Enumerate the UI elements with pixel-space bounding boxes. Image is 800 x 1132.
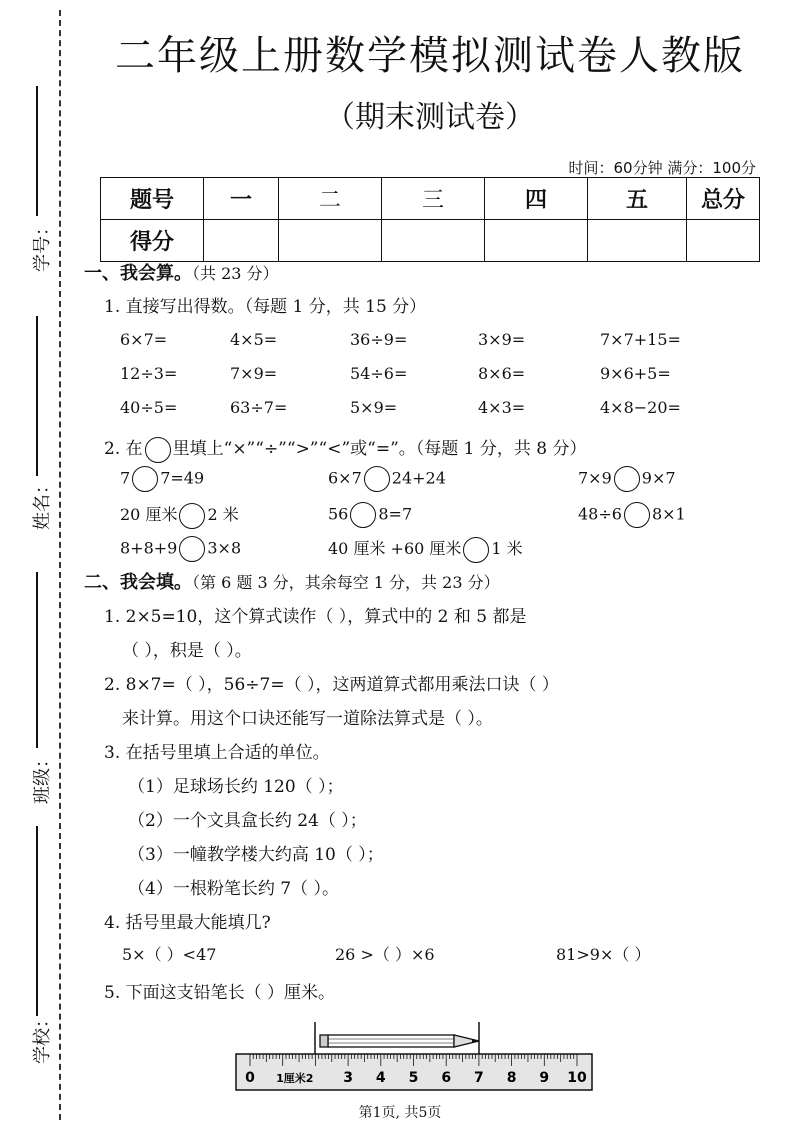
section2-title: 二、我会填。 [84,572,192,593]
compare-right: 2 米 [207,505,239,524]
calc-item: 40÷5= [120,398,178,417]
s2-q3-item: （2）一个文具盒长约 24（ ）； [128,811,367,831]
s2-q3-label: 3. 在括号里填上合适的单位。 [104,743,330,763]
calc-item: 8×6= [478,364,526,383]
compare-left: 8+8+9 [120,538,178,558]
ruler-label: 5 [408,1070,419,1086]
ruler-label: 1厘米2 [276,1072,314,1085]
calc-item: 4×3= [478,398,526,417]
compare-left: 20 厘米 [120,505,178,524]
ruler-label: 6 [441,1070,452,1086]
compare-right: 8=7 [378,504,413,524]
compare-right: 3×8 [207,538,242,558]
section1-heading [84,259,279,285]
section2-points: （第 6 题 3 分，其余每空 1 分，共 23 分） [192,573,500,592]
compare-left: 7×9 [578,468,612,488]
binding-dashed-line [59,10,61,1120]
exam-meta: 时间：60分钟 满分：100分 [568,159,756,177]
score-table-header-row [101,178,760,220]
s2-q1-line2: （ ），积是（ ）。 [122,641,252,661]
score-table [100,177,760,262]
s1-q1-label: 1. 直接写出得数。（每题 1 分，共 15 分） [104,297,427,317]
score-cell[interactable] [204,220,279,262]
s1-q2-label [104,434,587,463]
page-subtitle: （期末测试卷） [325,100,535,135]
page-title: 二年级上册数学模拟测试卷人教版 [115,33,745,79]
calc-item: 4×8−20= [600,398,681,417]
ruler-label: 7 [474,1070,484,1086]
score-col-total: 总分 [687,178,760,220]
pencil-ruler-figure [230,1018,600,1094]
compare-item [120,536,241,562]
name-label: 姓名： [32,476,53,530]
ruler-label: 4 [375,1070,386,1086]
name-line [36,316,38,476]
score-cell[interactable] [279,220,382,262]
s2-q1-line1: 1. 2×5=10，这个算式读作（ ），算式中的 2 和 5 都是 [104,607,527,627]
section1-points: （共 23 分） [192,264,279,283]
compare-right: 7=49 [160,468,205,488]
score-col-label: 题号 [101,178,204,220]
score-col-1: 一 [204,178,279,220]
s1-q2-label-pre: 2. 在 [104,439,143,459]
score-cell[interactable] [588,220,687,262]
school-label: 学校： [32,1010,53,1064]
calc-item: 36÷9= [350,330,408,349]
compare-left: 7 [120,468,131,488]
score-col-2: 二 [279,178,382,220]
compare-left: 56 [328,504,349,524]
s1-q2-label-post: 里填上“×”“÷”“>”“<”或“=”。（每题 1 分，共 8 分） [172,439,587,459]
score-col-4: 四 [485,178,588,220]
calc-item: 7×7+15= [600,330,681,349]
score-cell[interactable] [382,220,485,262]
s2-q3-item: （1）足球场长约 120（ ）； [128,777,344,797]
ruler-label: 10 [567,1070,587,1086]
calc-item: 9×6+5= [600,364,671,383]
ruler-label: 9 [539,1070,550,1086]
s2-q3-item: （3）一幢教学楼大约高 10（ ）； [128,845,384,865]
compare-left: 40 厘米 +60 厘米 [328,539,462,558]
ruler-label: 3 [343,1070,353,1086]
s2-q3-item: （4）一根粉笔长约 7（ ）。 [128,879,339,899]
section1-title: 一、我会算。 [84,263,192,284]
calc-item: 6×7= [120,330,168,349]
compare-item [328,466,446,492]
compare-right: 9×7 [641,468,676,488]
class-label: 班级： [32,750,53,804]
calc-item: 3×9= [478,330,526,349]
s2-q4-label: 4. 括号里最大能填几? [104,913,271,933]
compare-right: 8×1 [651,504,686,524]
ruler-label: 0 [245,1070,255,1086]
score-row-label: 得分 [101,220,204,262]
compare-item [578,502,686,528]
s2-q5-label: 5. 下面这支铅笔长（ ）厘米。 [104,983,336,1003]
answer-circle[interactable] [614,466,640,492]
answer-circle[interactable] [179,536,205,562]
compare-item [328,502,412,528]
answer-circle[interactable] [463,537,489,563]
compare-right: 24+24 [391,468,446,488]
student-id-line [36,86,38,216]
pencil-icon [320,1035,479,1047]
calc-item: 63÷7= [230,398,288,417]
calc-item: 5×9= [350,398,398,417]
compare-item [578,466,676,492]
answer-circle[interactable] [624,502,650,528]
answer-circle[interactable] [364,466,390,492]
calc-item: 7×9= [230,364,278,383]
calc-item: 54÷6= [350,364,408,383]
score-table-score-row [101,220,760,262]
class-line [36,572,38,748]
compare-left: 6×7 [328,468,362,488]
student-id-label: 学号： [32,218,53,272]
circle-icon [145,437,171,463]
score-cell[interactable] [687,220,760,262]
compare-right: 1 米 [491,539,523,558]
compare-item [120,502,239,529]
score-cell[interactable] [485,220,588,262]
ruler-label: 8 [506,1070,517,1086]
s2-q4-item: 5×（ ）<47 [122,945,217,964]
score-col-3: 三 [382,178,485,220]
answer-circle[interactable] [132,466,158,492]
calc-item: 4×5= [230,330,278,349]
compare-left: 48÷6 [578,504,622,524]
compare-item [120,466,204,492]
score-col-5: 五 [588,178,687,220]
calc-item: 12÷3= [120,364,178,383]
compare-item [328,536,523,563]
page-footer: 第1页, 共5页 [358,1105,442,1121]
answer-circle[interactable] [350,502,376,528]
s2-q4-item: 81>9×（ ） [556,945,651,964]
s2-q2-line1: 2. 8×7=（ ），56÷7=（ ），这两道算式都用乘法口诀（ ） [104,675,559,695]
s2-q4-item: 26 >（ ）×6 [335,945,435,964]
answer-circle[interactable] [179,503,205,529]
school-line [36,826,38,1016]
s2-q2-line2: 来计算。用这个口诀还能写一道除法算式是（ ）。 [122,709,493,729]
section2-heading [84,568,500,594]
